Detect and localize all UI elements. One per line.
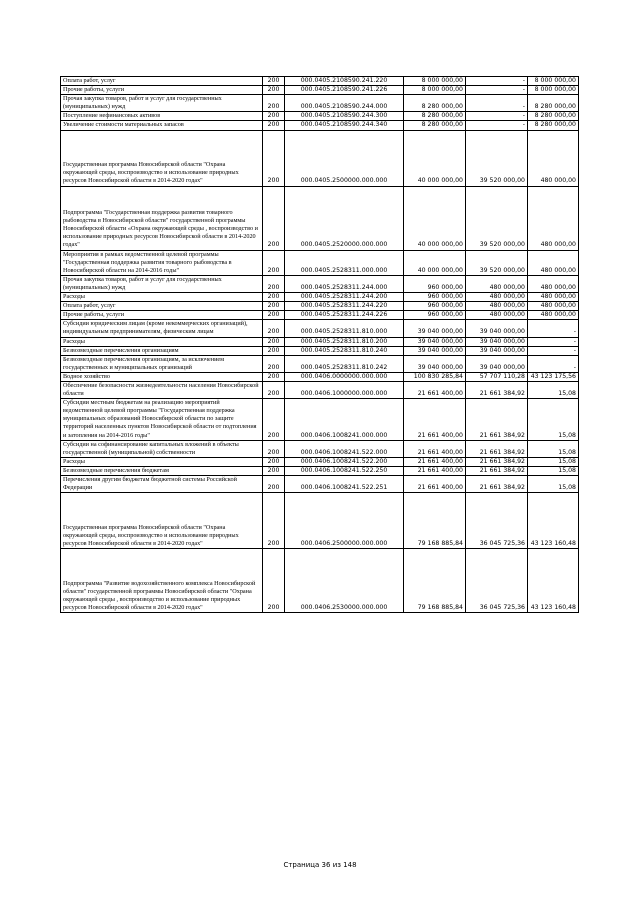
approved-amount-cell: 21 661 400,00 (404, 476, 466, 493)
expense-name-cell: Безвозмездные перечисления бюджетам (61, 466, 263, 475)
executed-amount-cell: - (466, 77, 528, 86)
admin-code-cell: 200 (263, 346, 285, 355)
table-row (61, 293, 579, 302)
remaining-amount-cell: 15,08 (528, 476, 579, 493)
budget-classification-code-cell: 000.0405.2108590.241.220 (285, 77, 404, 86)
budget-classification-code-cell: 000.0406.2500000.000.000 (285, 493, 404, 549)
approved-amount-cell: 8 280 000,00 (404, 95, 466, 112)
table-row (61, 337, 579, 346)
budget-classification-code-cell: 000.0406.0000000.000.000 (285, 372, 404, 381)
table-row (61, 346, 579, 355)
expense-name-cell: Оплата работ, услуг (61, 77, 263, 86)
budget-classification-code-cell: 000.0405.2528311.000.000 (285, 250, 404, 275)
admin-code-cell: 200 (263, 130, 285, 186)
executed-amount-cell: 39 040 000,00 (466, 337, 528, 346)
approved-amount-cell: 21 661 400,00 (404, 466, 466, 475)
remaining-amount-cell: 8 280 000,00 (528, 112, 579, 121)
executed-amount-cell: 39 040 000,00 (466, 320, 528, 337)
executed-amount-cell: 21 661 384,92 (466, 399, 528, 440)
expense-name-cell: Государственная программа Новосибирской области "Охрана окружающей среды, воспроизводство и использование природных ресурсов Новосибирской области в 2014-2020 годах" (61, 130, 263, 186)
admin-code-cell: 200 (263, 86, 285, 95)
expense-name-cell: Прочие работы, услуги (61, 311, 263, 320)
remaining-amount-cell: 8 280 000,00 (528, 95, 579, 112)
expense-name-cell: Обеспечение безопасности жизнедеятельности населения Новосибирской области (61, 381, 263, 398)
budget-classification-code-cell: 000.0405.2528311.810.200 (285, 337, 404, 346)
admin-code-cell: 200 (263, 95, 285, 112)
table-row (61, 466, 579, 475)
executed-amount-cell: 39 520 000,00 (466, 130, 528, 186)
admin-code-cell: 200 (263, 466, 285, 475)
expense-name-cell: Поступление нефинансовых активов (61, 112, 263, 121)
approved-amount-cell: 39 040 000,00 (404, 346, 466, 355)
executed-amount-cell: 57 707 110,28 (466, 372, 528, 381)
admin-code-cell: 200 (263, 476, 285, 493)
budget-classification-code-cell: 000.0405.2528311.244.226 (285, 311, 404, 320)
executed-amount-cell: - (466, 112, 528, 121)
budget-classification-code-cell: 000.0405.2528311.810.242 (285, 355, 404, 372)
expense-name-cell: Перечисления другим бюджетам бюджетной системы Российской Федерации (61, 476, 263, 493)
budget-classification-code-cell: 000.0406.1008241.522.250 (285, 466, 404, 475)
approved-amount-cell: 8 000 000,00 (404, 77, 466, 86)
budget-execution-table (60, 76, 579, 613)
approved-amount-cell: 79 168 885,84 (404, 493, 466, 549)
executed-amount-cell: 480 000,00 (466, 302, 528, 311)
table-row (61, 476, 579, 493)
budget-classification-code-cell: 000.0405.2528311.244.220 (285, 302, 404, 311)
expense-name-cell: Расходы (61, 457, 263, 466)
admin-code-cell: 200 (263, 381, 285, 398)
approved-amount-cell: 39 040 000,00 (404, 355, 466, 372)
admin-code-cell: 200 (263, 112, 285, 121)
table-row (61, 121, 579, 130)
expense-name-cell: Прочая закупка товаров, работ и услуг для государственных (муниципальных) нужд (61, 275, 263, 292)
approved-amount-cell: 40 000 000,00 (404, 186, 466, 250)
remaining-amount-cell: - (528, 337, 579, 346)
executed-amount-cell: 21 661 384,92 (466, 457, 528, 466)
approved-amount-cell: 8 000 000,00 (404, 86, 466, 95)
approved-amount-cell: 21 661 400,00 (404, 381, 466, 398)
table-row (61, 311, 579, 320)
approved-amount-cell: 100 830 285,84 (404, 372, 466, 381)
budget-classification-code-cell: 000.0405.2528311.244.000 (285, 275, 404, 292)
table-row (61, 77, 579, 86)
table-row (61, 86, 579, 95)
table-row (61, 493, 579, 549)
remaining-amount-cell: 480 000,00 (528, 130, 579, 186)
budget-classification-code-cell: 000.0405.2528311.244.200 (285, 293, 404, 302)
budget-classification-code-cell: 000.0406.1008241.000.000 (285, 399, 404, 440)
remaining-amount-cell: - (528, 355, 579, 372)
table-row (61, 302, 579, 311)
executed-amount-cell: 39 520 000,00 (466, 250, 528, 275)
remaining-amount-cell: 8 000 000,00 (528, 77, 579, 86)
remaining-amount-cell: 480 000,00 (528, 311, 579, 320)
admin-code-cell: 200 (263, 440, 285, 457)
executed-amount-cell: - (466, 95, 528, 112)
expense-name-cell: Оплата работ, услуг (61, 302, 263, 311)
admin-code-cell: 200 (263, 275, 285, 292)
approved-amount-cell: 21 661 400,00 (404, 399, 466, 440)
remaining-amount-cell: 480 000,00 (528, 186, 579, 250)
budget-classification-code-cell: 000.0405.2528311.810.240 (285, 346, 404, 355)
remaining-amount-cell: 480 000,00 (528, 302, 579, 311)
executed-amount-cell: 39 040 000,00 (466, 346, 528, 355)
executed-amount-cell: 21 661 384,92 (466, 476, 528, 493)
admin-code-cell: 200 (263, 549, 285, 613)
budget-classification-code-cell: 000.0405.2108590.244.000 (285, 95, 404, 112)
admin-code-cell: 200 (263, 293, 285, 302)
expense-name-cell: Водное хозяйство (61, 372, 263, 381)
executed-amount-cell: 39 040 000,00 (466, 355, 528, 372)
expense-name-cell: Подпрограмма "Государственная поддержка развития товарного рыбоводства в Новосибирской области" государственной программы Новосибирской области «Охрана окружающей среды , воспроизводство и использование природных ресурсов Новосибирской области в 2014-2020 годах" (61, 186, 263, 250)
approved-amount-cell: 40 000 000,00 (404, 250, 466, 275)
executed-amount-cell: - (466, 86, 528, 95)
executed-amount-cell: 39 520 000,00 (466, 186, 528, 250)
expense-name-cell: Мероприятия в рамках ведомственной целевой программы "Государственная поддержка развития товарного рыбоводства в Новосибирской области на 2014-2016 годы" (61, 250, 263, 275)
expense-name-cell: Увеличение стоимости материальных запасов (61, 121, 263, 130)
expense-name-cell: Расходы (61, 337, 263, 346)
approved-amount-cell: 79 168 885,84 (404, 549, 466, 613)
admin-code-cell: 200 (263, 302, 285, 311)
executed-amount-cell: - (466, 121, 528, 130)
executed-amount-cell: 36 045 725,36 (466, 493, 528, 549)
approved-amount-cell: 8 280 000,00 (404, 112, 466, 121)
table-row (61, 372, 579, 381)
table-row (61, 549, 579, 613)
admin-code-cell: 200 (263, 399, 285, 440)
executed-amount-cell: 36 045 725,36 (466, 549, 528, 613)
executed-amount-cell: 21 661 384,92 (466, 466, 528, 475)
executed-amount-cell: 480 000,00 (466, 275, 528, 292)
budget-classification-code-cell: 000.0406.1000000.000.000 (285, 381, 404, 398)
expense-name-cell: Субсидии на софинансирование капитальных вложений в объекты государственной (муниципальной) собственности (61, 440, 263, 457)
expense-name-cell: Безвозмездные перечисления организациям (61, 346, 263, 355)
expense-name-cell: Подпрограмма "Развитие водохозяйственного комплекса Новосибирской области" государственной программы Новосибирской области "Охрана окружающей среды , воспроизводство и использование природных ресурсов Новосибирской области в 2014-2020 годах" (61, 549, 263, 613)
budget-classification-code-cell: 000.0405.2528311.810.000 (285, 320, 404, 337)
remaining-amount-cell: 480 000,00 (528, 250, 579, 275)
remaining-amount-cell: 480 000,00 (528, 293, 579, 302)
admin-code-cell: 200 (263, 372, 285, 381)
remaining-amount-cell: 15,08 (528, 381, 579, 398)
budget-classification-code-cell: 000.0406.2530000.000.000 (285, 549, 404, 613)
remaining-amount-cell: 15,08 (528, 457, 579, 466)
remaining-amount-cell: 480 000,00 (528, 275, 579, 292)
table-row (61, 399, 579, 440)
expense-name-cell: Безвозмездные перечисления организациям, за исключением государственных и муниципальных организаций (61, 355, 263, 372)
table-row (61, 112, 579, 121)
expense-name-cell: Субсидии местным бюджетам на реализацию мероприятий ведомственной целевой программы "Государственная поддержка муниципальных образований Новосибирской области по защите территорий населенных пунктов Новосибирской области от подтопления и затопления на 2014-2016 годы" (61, 399, 263, 440)
admin-code-cell: 200 (263, 77, 285, 86)
approved-amount-cell: 960 000,00 (404, 275, 466, 292)
executed-amount-cell: 21 661 384,92 (466, 381, 528, 398)
expense-name-cell: Прочие работы, услуги (61, 86, 263, 95)
remaining-amount-cell: - (528, 320, 579, 337)
table-row (61, 457, 579, 466)
approved-amount-cell: 8 280 000,00 (404, 121, 466, 130)
executed-amount-cell: 480 000,00 (466, 311, 528, 320)
budget-table-body (61, 77, 579, 613)
remaining-amount-cell: 8 000 000,00 (528, 86, 579, 95)
remaining-amount-cell: 43 123 160,48 (528, 549, 579, 613)
table-row (61, 95, 579, 112)
budget-classification-code-cell: 000.0405.2108590.244.300 (285, 112, 404, 121)
budget-classification-code-cell: 000.0405.2108590.244.340 (285, 121, 404, 130)
remaining-amount-cell: - (528, 346, 579, 355)
expense-name-cell: Государственная программа Новосибирской области "Охрана окружающей среды, воспроизводство и использование природных ресурсов Новосибирской области в 2014-2020 годах" (61, 493, 263, 549)
remaining-amount-cell: 15,08 (528, 466, 579, 475)
budget-classification-code-cell: 000.0406.1008241.522.200 (285, 457, 404, 466)
expense-name-cell: Субсидии юридическим лицам (кроме некоммерческих организаций), индивидуальным предпринимателям, физическим лицам (61, 320, 263, 337)
remaining-amount-cell: 8 280 000,00 (528, 121, 579, 130)
budget-report-sheet (60, 76, 578, 613)
approved-amount-cell: 39 040 000,00 (404, 320, 466, 337)
admin-code-cell: 200 (263, 186, 285, 250)
executed-amount-cell: 480 000,00 (466, 293, 528, 302)
table-row (61, 440, 579, 457)
admin-code-cell: 200 (263, 457, 285, 466)
budget-classification-code-cell: 000.0406.1008241.522.251 (285, 476, 404, 493)
approved-amount-cell: 960 000,00 (404, 311, 466, 320)
budget-classification-code-cell: 000.0406.1008241.522.000 (285, 440, 404, 457)
table-row (61, 381, 579, 398)
approved-amount-cell: 960 000,00 (404, 302, 466, 311)
approved-amount-cell: 21 661 400,00 (404, 440, 466, 457)
remaining-amount-cell: 15,08 (528, 399, 579, 440)
table-row (61, 320, 579, 337)
remaining-amount-cell: 15,08 (528, 440, 579, 457)
budget-classification-code-cell: 000.0405.2520000.000.000 (285, 186, 404, 250)
page-number-footer: Страница 36 из 148 (283, 861, 357, 869)
remaining-amount-cell: 43 123 160,48 (528, 493, 579, 549)
approved-amount-cell: 21 661 400,00 (404, 457, 466, 466)
approved-amount-cell: 40 000 000,00 (404, 130, 466, 186)
budget-classification-code-cell: 000.0405.2500000.000.000 (285, 130, 404, 186)
admin-code-cell: 200 (263, 355, 285, 372)
expense-name-cell: Расходы (61, 293, 263, 302)
admin-code-cell: 200 (263, 121, 285, 130)
table-row (61, 186, 579, 250)
admin-code-cell: 200 (263, 311, 285, 320)
expense-name-cell: Прочая закупка товаров, работ и услуг для государственных (муниципальных) нужд (61, 95, 263, 112)
table-row (61, 355, 579, 372)
approved-amount-cell: 39 040 000,00 (404, 337, 466, 346)
admin-code-cell: 200 (263, 250, 285, 275)
budget-classification-code-cell: 000.0405.2108590.241.226 (285, 86, 404, 95)
admin-code-cell: 200 (263, 493, 285, 549)
table-row (61, 250, 579, 275)
approved-amount-cell: 960 000,00 (404, 293, 466, 302)
table-row (61, 130, 579, 186)
admin-code-cell: 200 (263, 337, 285, 346)
admin-code-cell: 200 (263, 320, 285, 337)
table-row (61, 275, 579, 292)
executed-amount-cell: 21 661 384,92 (466, 440, 528, 457)
remaining-amount-cell: 43 123 175,56 (528, 372, 579, 381)
